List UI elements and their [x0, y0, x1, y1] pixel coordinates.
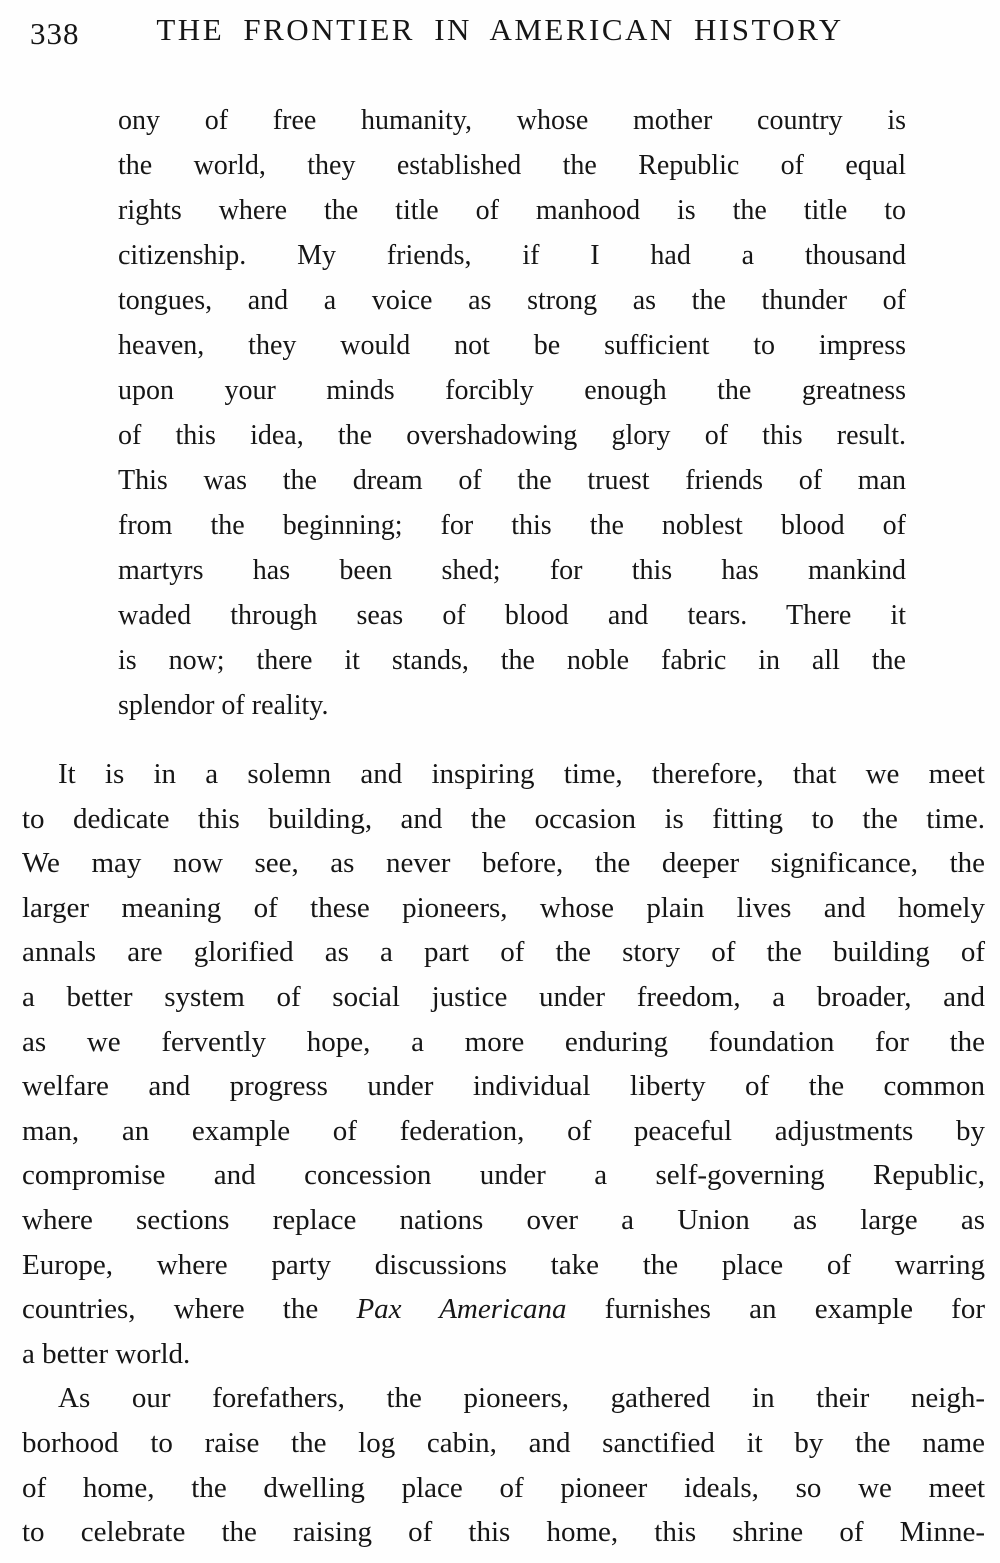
page-number: 338: [30, 16, 80, 51]
text-line: larger meaning of these pioneers, whose plain lives and homely: [22, 891, 985, 924]
text-line: waded through seas of blood and tears. There it: [118, 600, 906, 631]
text-line: upon your minds forcibly enough the greatness: [118, 375, 906, 406]
text-line: from the beginning; for this the noblest blood of: [118, 510, 906, 541]
body-text: [22, 752, 985, 1555]
running-title: THE FRONTIER IN AMERICAN HISTORY: [156, 12, 844, 47]
paragraph-2: [22, 1376, 985, 1554]
text-line: welfare and progress under individual liberty of the common: [22, 1070, 985, 1103]
text-line: the world, they established the Republic of equal: [118, 150, 906, 181]
block-quote: [118, 98, 906, 728]
text-line: is now; there it stands, the noble fabric in all the: [118, 645, 906, 676]
page-header: [30, 12, 970, 60]
text-line: rights where the title of manhood is the title to: [118, 195, 906, 226]
text-line: of this idea, the overshadowing glory of this result.: [118, 420, 906, 451]
text-line: man, an example of federation, of peaceful adjustments by: [22, 1114, 985, 1147]
text-line: As our forefathers, the pioneers, gathered in their neigh-: [58, 1382, 985, 1415]
text-line: heaven, they would not be sufficient to impress: [118, 330, 906, 361]
text-line: annals are glorified as a part of the story of the building of: [22, 936, 985, 969]
text-line: to celebrate the raising of this home, this shrine of Minne-: [22, 1516, 985, 1549]
text-line: to dedicate this building, and the occasion is fitting to the time.: [22, 802, 985, 835]
text-line: where sections replace nations over a Union as large as: [22, 1203, 985, 1236]
text-line: of home, the dwelling place of pioneer ideals, so we meet: [22, 1471, 985, 1504]
paragraph-1: [22, 752, 985, 1376]
text-line: compromise and concession under a self-governing Republic,: [22, 1159, 985, 1192]
text-line: a better world.: [22, 1337, 191, 1370]
text-line: countries, where the Pax Americana furnishes an example for: [22, 1293, 985, 1326]
text-line: We may now see, as never before, the deeper significance, the: [22, 847, 985, 880]
text-line: ony of free humanity, whose mother country is: [118, 105, 906, 136]
text-line: splendor of reality.: [118, 690, 329, 721]
text-line: Europe, where party discussions take the place of warring: [22, 1248, 985, 1281]
text-line: tongues, and a voice as strong as the thunder of: [118, 285, 906, 316]
text-line: a better system of social justice under freedom, a broader, and: [22, 980, 985, 1013]
text-line: It is in a solemn and inspiring time, therefore, that we meet: [58, 758, 985, 790]
text-line: borhood to raise the log cabin, and sanctified it by the name: [22, 1426, 985, 1459]
text-line: as we fervently hope, a more enduring foundation for the: [22, 1025, 985, 1058]
text-line: martyrs has been shed; for this has mankind: [118, 555, 906, 586]
text-line: This was the dream of the truest friends of man: [118, 465, 906, 496]
text-line: citizenship. My friends, if I had a thousand: [118, 240, 906, 271]
